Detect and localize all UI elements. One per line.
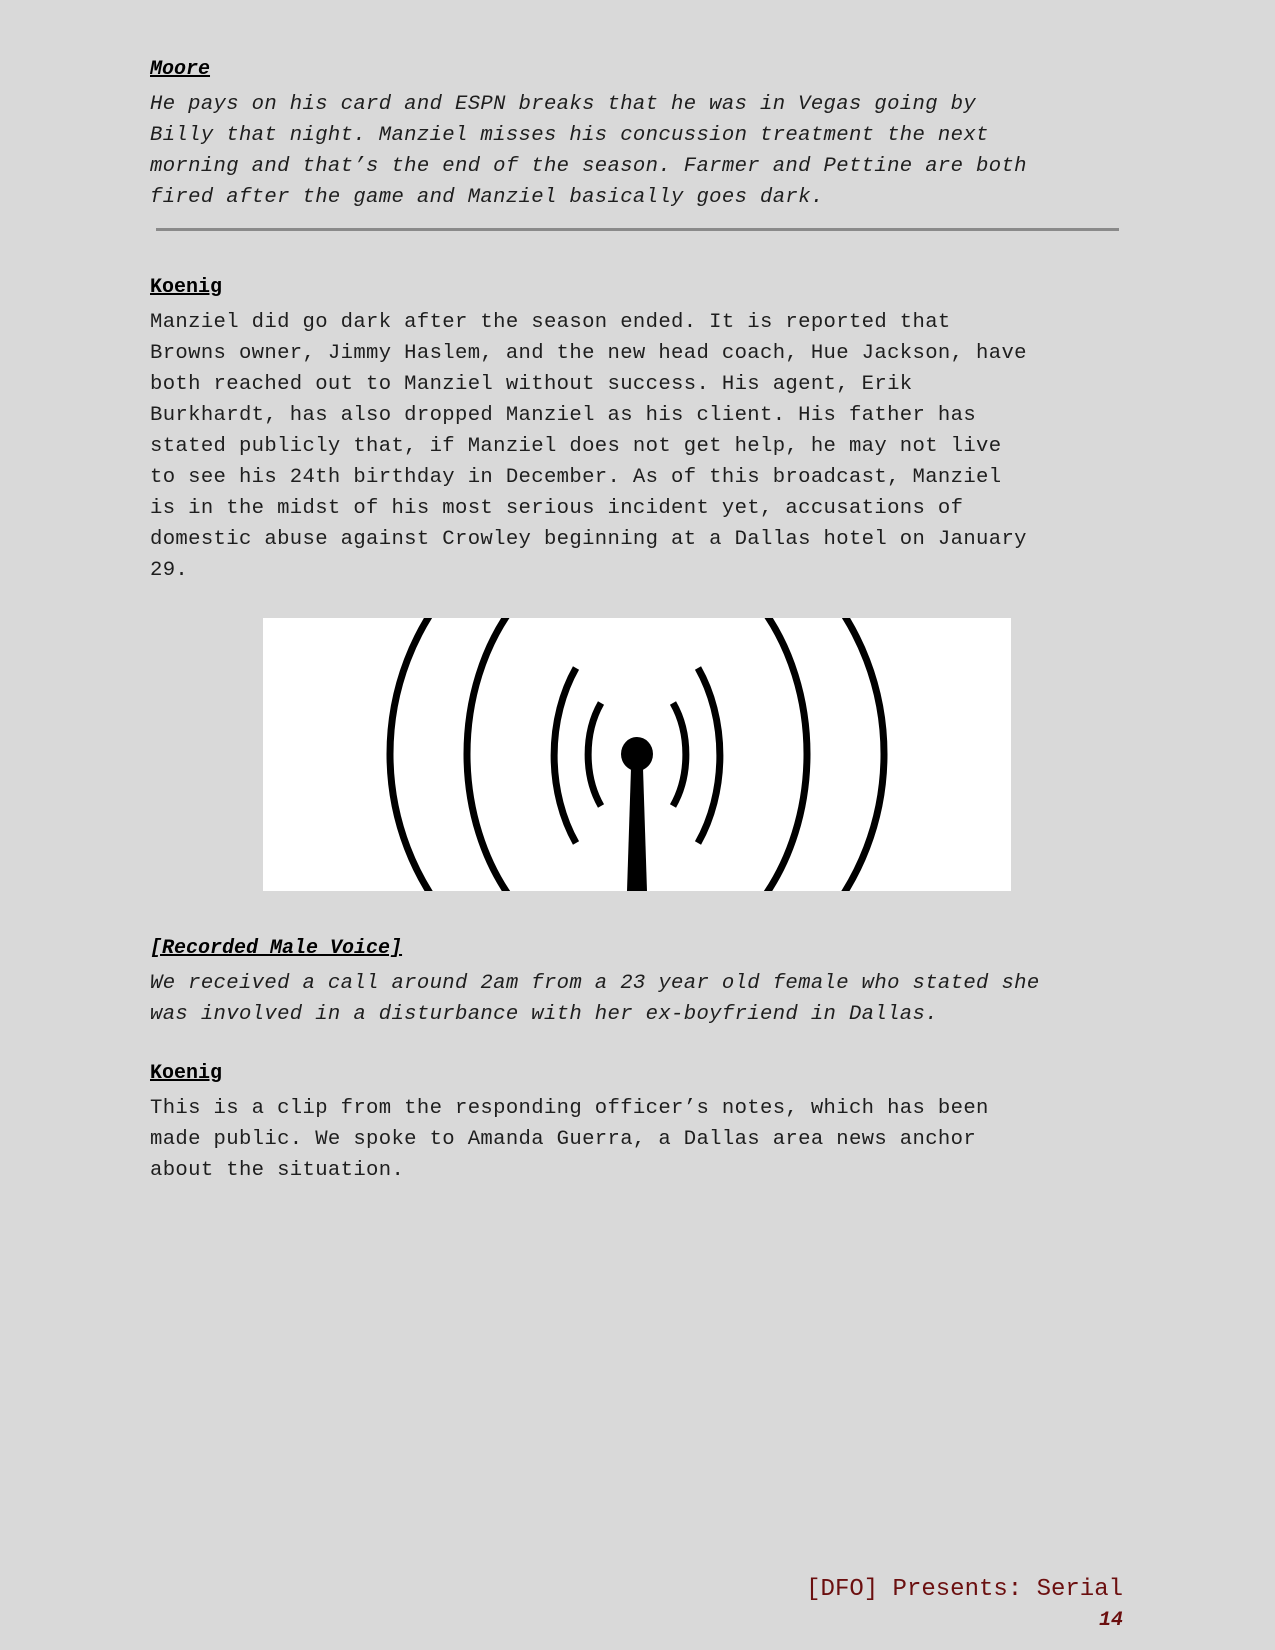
page-footer — [806, 1574, 1123, 1636]
text-line: He pays on his card and ESPN breaks that he was in Vegas going by — [150, 93, 977, 116]
text-line: We received a call around 2am from a 23 year old female who stated she — [150, 972, 1040, 995]
speaker-name: Koenig — [150, 1062, 223, 1085]
text-line: fired after the game and Manziel basically goes dark. — [150, 186, 824, 209]
text-line: domestic abuse against Crowley beginning at a Dallas hotel on January — [150, 528, 1027, 551]
text-line: morning and that’s the end of the season. Farmer and Pettine are both — [150, 155, 1027, 178]
text-line: 29. — [150, 559, 189, 582]
broadcast-figure — [263, 618, 1011, 891]
speaker-name: Koenig — [150, 276, 223, 299]
page-number: 14 — [1098, 1609, 1123, 1632]
text-line: both reached out to Manziel without success. His agent, Erik — [150, 373, 913, 396]
text-line: made public. We spoke to Amanda Guerra, a Dallas area news anchor — [150, 1128, 977, 1151]
text-line: Billy that night. Manziel misses his concussion treatment the next — [150, 124, 989, 147]
text-line: about the situation. — [150, 1159, 405, 1182]
text-line: stated publicly that, if Manziel does not get help, he may not live — [150, 435, 1002, 458]
text-line: Manziel did go dark after the season ended. It is reported that — [150, 311, 951, 334]
text-line: was involved in a disturbance with her ex-boyfriend in Dallas. — [150, 1003, 938, 1026]
dialogue-block-recorded-voice — [150, 937, 1150, 1030]
dialogue-text — [150, 1093, 1150, 1186]
dialogue-text — [150, 968, 1150, 1030]
dialogue-text — [150, 89, 1150, 213]
dialogue-block-moore — [150, 58, 1150, 213]
text-line: is in the midst of his most serious incident yet, accusations of — [150, 497, 964, 520]
broadcast-antenna-icon — [263, 618, 1011, 891]
footer-title: [DFO] Presents: Serial — [806, 1576, 1123, 1603]
speaker-name: Moore — [150, 58, 211, 81]
dialogue-block-koenig-2 — [150, 1062, 1150, 1186]
horizontal-divider — [156, 228, 1119, 231]
text-line: to see his 24th birthday in December. As of this broadcast, Manziel — [150, 466, 1002, 489]
dialogue-block-koenig — [150, 276, 1150, 586]
text-line: Burkhardt, has also dropped Manziel as his client. His father has — [150, 404, 977, 427]
speaker-name: [Recorded Male Voice] — [150, 937, 403, 960]
text-line: Browns owner, Jimmy Haslem, and the new head coach, Hue Jackson, have — [150, 342, 1027, 365]
text-line: This is a clip from the responding officer’s notes, which has been — [150, 1097, 989, 1120]
dialogue-text — [150, 307, 1150, 586]
